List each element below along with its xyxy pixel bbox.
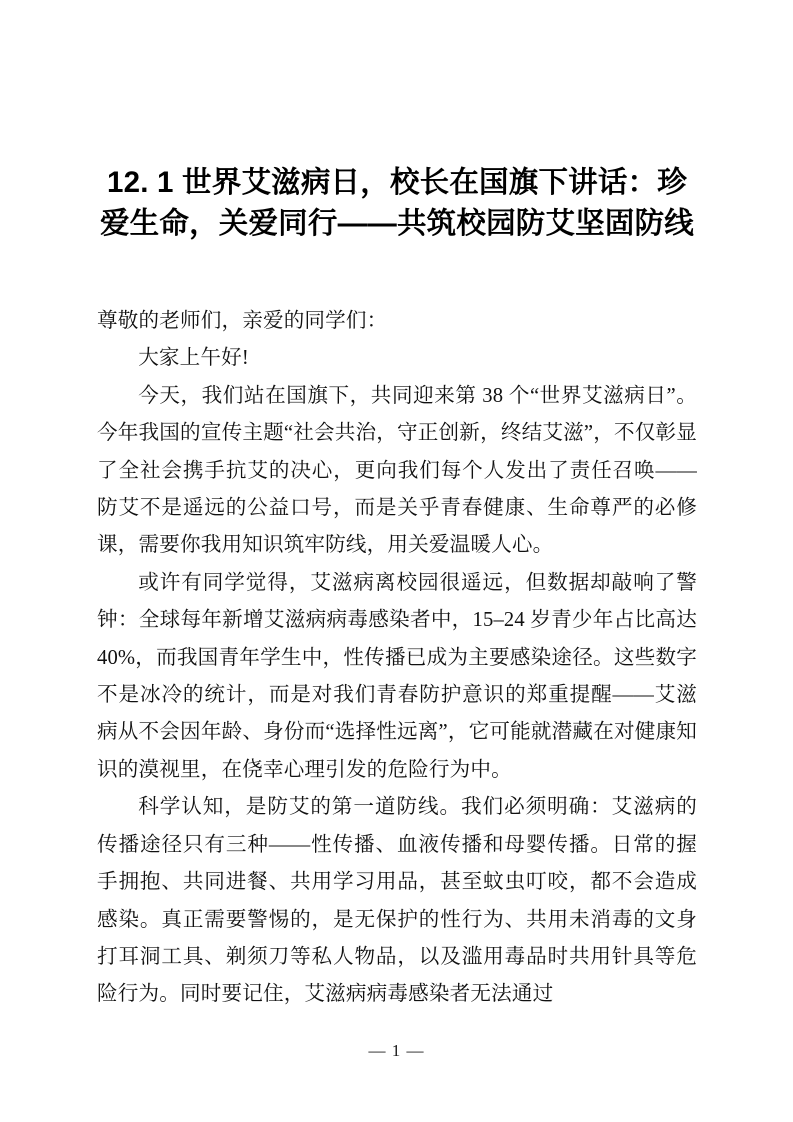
paragraph-theme: 今天，我们站在国旗下，共同迎来第 38 个“世界艾滋病日”。今年我国的宣传主题“社会共治，守正创新，终结艾滋”，不仅彰显了全社会携手抗艾的决心，更向我们每个人发出了责任召唤——防艾不是遥远的公益口号，而是关乎青春健康、生命尊严的必修课，需要你我用知识筑牢防线，用关爱温暖人心。	[97, 384, 697, 557]
page-title: 12. 1 世界艾滋病日，校长在国旗下讲话：珍爱生命，关爱同行——共筑校园防艾坚固防线	[99, 165, 694, 240]
page-number-footer: — 1 —	[368, 1041, 425, 1060]
paragraph-greeting: 大家上午好!	[138, 347, 249, 370]
paragraph-statistics: 或许有同学觉得，艾滋病离校园很遥远，但数据却敲响了警钟：全球每年新增艾滋病病毒感染者中，15–24 岁青少年占比高达 40%，而我国青年学生中，性传播已成为主要感染途径。这些数字不是冰冷的统计，而是对我们青春防护意识的郑重提醒——艾滋病从不会因年龄、身份而“选择性远离”，它可能就潜藏在对健康知识的漠视里，在侥幸心理引发的危险行为中。	[97, 571, 697, 781]
document-body	[97, 303, 697, 1014]
paragraph-salutation: 尊敬的老师们，亲爱的同学们：	[97, 310, 388, 332]
paragraph-transmission: 科学认知，是防艾的第一道防线。我们必须明确：艾滋病的传播途径只有三种——性传播、血液传播和母婴传播。日常的握手拥抱、共同进餐、共用学习用品，甚至蚊虫叮咬，都不会造成感染。真正需要警惕的，是无保护的性行为、共用未消毒的文身打耳洞工具、剃须刀等私人物品，以及滥用毒品时共用针具等危险行为。同时要记住，艾滋病病毒感染者无法通过	[97, 796, 697, 1006]
